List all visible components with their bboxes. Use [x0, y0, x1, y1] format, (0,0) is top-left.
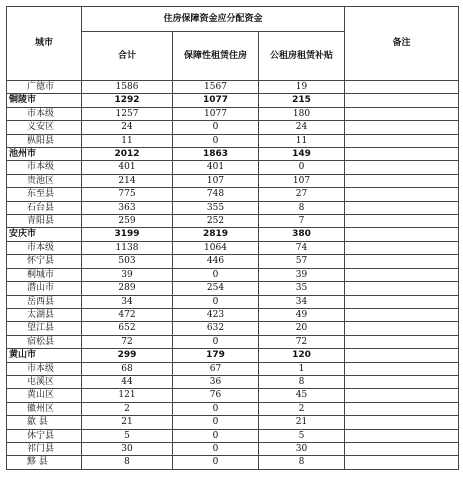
header-city: 城市	[7, 7, 82, 81]
row-city-name: 市本级	[7, 107, 82, 120]
row-city-name: 歙 县	[7, 416, 82, 429]
row-total: 363	[82, 201, 173, 214]
row-remarks	[345, 201, 459, 214]
row-city-name: 黄山区	[7, 389, 82, 402]
row-total: 30	[82, 442, 173, 455]
row-rent-subsidy: 8	[259, 201, 345, 214]
table-row	[7, 188, 459, 201]
row-rent-subsidy: 8	[259, 456, 345, 469]
row-total: 44	[82, 375, 173, 388]
row-rental-housing: 0	[173, 121, 259, 134]
table-row	[7, 375, 459, 388]
row-remarks	[345, 228, 459, 241]
row-rent-subsidy: 120	[259, 349, 345, 362]
table-row	[7, 295, 459, 308]
row-total: 1292	[82, 94, 173, 107]
row-city-name: 黄山市	[7, 349, 82, 362]
table-row	[7, 442, 459, 455]
row-rental-housing: 1077	[173, 107, 259, 120]
table-row	[7, 121, 459, 134]
table-row-group	[7, 94, 459, 107]
row-remarks	[345, 282, 459, 295]
row-city-name: 徽州区	[7, 402, 82, 415]
row-rental-housing: 0	[173, 335, 259, 348]
row-remarks	[345, 362, 459, 375]
row-total: 39	[82, 268, 173, 281]
row-rent-subsidy: 107	[259, 174, 345, 187]
row-rent-subsidy: 35	[259, 282, 345, 295]
row-city-name: 岳西县	[7, 295, 82, 308]
row-total: 259	[82, 215, 173, 228]
row-total: 299	[82, 349, 173, 362]
row-rental-housing: 446	[173, 255, 259, 268]
row-city-name: 怀宁县	[7, 255, 82, 268]
row-rent-subsidy: 149	[259, 148, 345, 161]
row-rent-subsidy: 11	[259, 134, 345, 147]
row-rent-subsidy: 27	[259, 188, 345, 201]
row-total: 72	[82, 335, 173, 348]
row-rental-housing: 76	[173, 389, 259, 402]
row-rental-housing: 401	[173, 161, 259, 174]
row-total: 1586	[82, 81, 173, 94]
row-total: 1257	[82, 107, 173, 120]
row-rental-housing: 2819	[173, 228, 259, 241]
row-total: 121	[82, 389, 173, 402]
row-rent-subsidy: 20	[259, 322, 345, 335]
table-row	[7, 389, 459, 402]
table-row-group	[7, 228, 459, 241]
row-rent-subsidy: 21	[259, 416, 345, 429]
row-rental-housing: 67	[173, 362, 259, 375]
header-remarks: 备注	[345, 7, 459, 81]
row-total: 775	[82, 188, 173, 201]
table-row	[7, 174, 459, 187]
table-row	[7, 322, 459, 335]
table-row	[7, 429, 459, 442]
row-city-name: 市本级	[7, 362, 82, 375]
row-rent-subsidy: 39	[259, 268, 345, 281]
row-remarks	[345, 456, 459, 469]
row-city-name: 太湖县	[7, 308, 82, 321]
row-city-name: 宿松县	[7, 335, 82, 348]
row-remarks	[345, 268, 459, 281]
row-total: 68	[82, 362, 173, 375]
row-remarks	[345, 335, 459, 348]
row-city-name: 屯溪区	[7, 375, 82, 388]
row-rent-subsidy: 0	[259, 161, 345, 174]
table-row	[7, 268, 459, 281]
row-remarks	[345, 349, 459, 362]
table-row	[7, 362, 459, 375]
row-rental-housing: 355	[173, 201, 259, 214]
row-rent-subsidy: 2	[259, 402, 345, 415]
row-rental-housing: 0	[173, 442, 259, 455]
row-total: 21	[82, 416, 173, 429]
row-rental-housing: 107	[173, 174, 259, 187]
row-rent-subsidy: 34	[259, 295, 345, 308]
row-remarks	[345, 174, 459, 187]
row-total: 11	[82, 134, 173, 147]
row-rental-housing: 1567	[173, 81, 259, 94]
row-remarks	[345, 148, 459, 161]
row-rent-subsidy: 57	[259, 255, 345, 268]
row-remarks	[345, 188, 459, 201]
row-rent-subsidy: 30	[259, 442, 345, 455]
row-remarks	[345, 241, 459, 254]
row-remarks	[345, 429, 459, 442]
row-city-name: 池州市	[7, 148, 82, 161]
row-total: 289	[82, 282, 173, 295]
row-rental-housing: 0	[173, 416, 259, 429]
row-city-name: 义安区	[7, 121, 82, 134]
row-city-name: 潜山市	[7, 282, 82, 295]
row-remarks	[345, 389, 459, 402]
row-rental-housing: 1064	[173, 241, 259, 254]
row-rental-housing: 632	[173, 322, 259, 335]
row-rent-subsidy: 7	[259, 215, 345, 228]
table-row	[7, 201, 459, 214]
row-city-name: 贵池区	[7, 174, 82, 187]
row-remarks	[345, 402, 459, 415]
row-total: 503	[82, 255, 173, 268]
row-rental-housing: 423	[173, 308, 259, 321]
row-rent-subsidy: 215	[259, 94, 345, 107]
row-total: 401	[82, 161, 173, 174]
row-city-name: 市本级	[7, 241, 82, 254]
row-rental-housing: 0	[173, 268, 259, 281]
row-rent-subsidy: 74	[259, 241, 345, 254]
row-total: 5	[82, 429, 173, 442]
table-row-group	[7, 148, 459, 161]
table-row	[7, 402, 459, 415]
row-total: 3199	[82, 228, 173, 241]
row-total: 8	[82, 456, 173, 469]
row-city-name: 安庆市	[7, 228, 82, 241]
row-rent-subsidy: 1	[259, 362, 345, 375]
table-row	[7, 215, 459, 228]
row-total: 214	[82, 174, 173, 187]
allocation-table	[6, 6, 459, 470]
row-city-name: 青阳县	[7, 215, 82, 228]
table-row	[7, 81, 459, 94]
row-total: 1138	[82, 241, 173, 254]
table-row	[7, 107, 459, 120]
row-total: 24	[82, 121, 173, 134]
row-city-name: 石台县	[7, 201, 82, 214]
table-row-group	[7, 349, 459, 362]
row-rent-subsidy: 24	[259, 121, 345, 134]
row-rental-housing: 748	[173, 188, 259, 201]
row-remarks	[345, 215, 459, 228]
row-rent-subsidy: 8	[259, 375, 345, 388]
row-city-name: 市本级	[7, 161, 82, 174]
row-rental-housing: 1863	[173, 148, 259, 161]
header-rent-subsidy: 公租房租赁补贴	[259, 32, 345, 81]
row-city-name: 黟 县	[7, 456, 82, 469]
row-rent-subsidy: 180	[259, 107, 345, 120]
row-remarks	[345, 134, 459, 147]
row-remarks	[345, 161, 459, 174]
row-remarks	[345, 81, 459, 94]
row-rental-housing: 0	[173, 402, 259, 415]
header-total: 合计	[82, 32, 173, 81]
header-group-title: 住房保障资金应分配资金	[82, 7, 345, 32]
header-rental-housing: 保障性租赁住房	[173, 32, 259, 81]
table-row	[7, 335, 459, 348]
row-rent-subsidy: 19	[259, 81, 345, 94]
row-rental-housing: 0	[173, 456, 259, 469]
row-remarks	[345, 295, 459, 308]
table-row	[7, 456, 459, 469]
table-row	[7, 308, 459, 321]
row-rental-housing: 179	[173, 349, 259, 362]
row-rent-subsidy: 380	[259, 228, 345, 241]
row-city-name: 休宁县	[7, 429, 82, 442]
row-city-name: 望江县	[7, 322, 82, 335]
row-remarks	[345, 121, 459, 134]
row-total: 2	[82, 402, 173, 415]
row-city-name: 广德市	[7, 81, 82, 94]
row-city-name: 祁门县	[7, 442, 82, 455]
row-rental-housing: 1077	[173, 94, 259, 107]
row-city-name: 东至县	[7, 188, 82, 201]
row-rent-subsidy: 45	[259, 389, 345, 402]
row-remarks	[345, 375, 459, 388]
row-remarks	[345, 442, 459, 455]
row-remarks	[345, 107, 459, 120]
row-rental-housing: 252	[173, 215, 259, 228]
row-total: 2012	[82, 148, 173, 161]
row-rental-housing: 254	[173, 282, 259, 295]
row-remarks	[345, 255, 459, 268]
row-total: 472	[82, 308, 173, 321]
table-row	[7, 134, 459, 147]
table-row	[7, 282, 459, 295]
row-rental-housing: 0	[173, 429, 259, 442]
row-remarks	[345, 308, 459, 321]
table-row	[7, 416, 459, 429]
row-total: 652	[82, 322, 173, 335]
row-rent-subsidy: 72	[259, 335, 345, 348]
row-rental-housing: 0	[173, 295, 259, 308]
table-row	[7, 255, 459, 268]
row-city-name: 铜陵市	[7, 94, 82, 107]
row-remarks	[345, 322, 459, 335]
row-rent-subsidy: 49	[259, 308, 345, 321]
row-rent-subsidy: 5	[259, 429, 345, 442]
table-row	[7, 161, 459, 174]
row-total: 34	[82, 295, 173, 308]
row-city-name: 枞阳县	[7, 134, 82, 147]
table-row	[7, 241, 459, 254]
row-remarks	[345, 94, 459, 107]
row-remarks	[345, 416, 459, 429]
row-rental-housing: 0	[173, 134, 259, 147]
row-city-name: 桐城市	[7, 268, 82, 281]
table-body	[7, 81, 459, 470]
row-rental-housing: 36	[173, 375, 259, 388]
